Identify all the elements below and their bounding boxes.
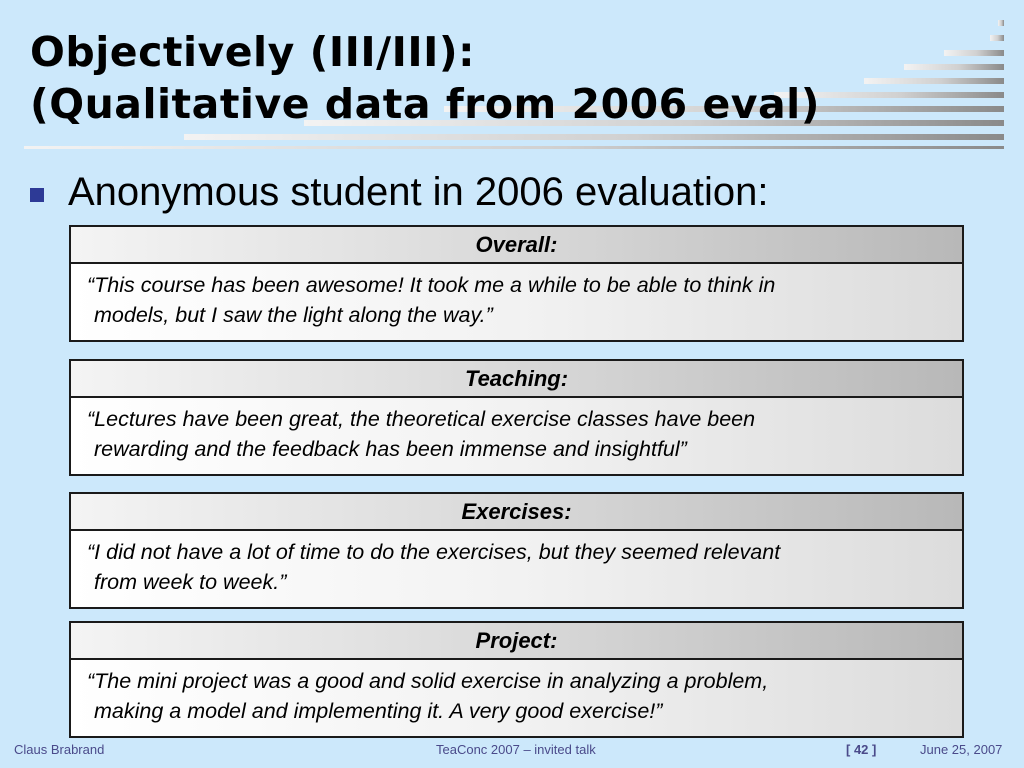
quote-line: “The mini project was a good and solid exercise in analyzing a problem,	[87, 669, 769, 693]
title-line-2: (Qualitative data from 2006 eval)	[30, 80, 820, 128]
square-bullet-icon	[30, 188, 44, 202]
card-header: Project:	[71, 623, 962, 660]
quote-card-exercises	[69, 492, 964, 609]
stripe	[24, 146, 1004, 149]
bullet-item	[30, 170, 769, 215]
quote-card-project	[69, 621, 964, 738]
footer-author: Claus Brabrand	[14, 742, 105, 757]
stripe	[998, 20, 1004, 26]
stripe	[864, 78, 1004, 84]
quote-line: “This course has been awesome! It took me a while to be able to think in	[87, 273, 776, 297]
quote-line: making a model and implementing it. A very good exercise!”	[94, 699, 663, 723]
quote-line: from week to week.”	[94, 570, 287, 594]
card-quote	[71, 531, 962, 607]
quote-line: rewarding and the feedback has been immense and insightful”	[94, 437, 687, 461]
card-header: Teaching:	[71, 361, 962, 398]
quote-card-teaching	[69, 359, 964, 476]
page-number: [ 42 ]	[846, 742, 877, 757]
title-line-1: Objectively (III/III):	[30, 28, 475, 76]
quote-line: “I did not have a lot of time to do the exercises, but they seemed relevant	[87, 540, 781, 564]
quote-card-overall	[69, 225, 964, 342]
quote-line: “Lectures have been great, the theoretical exercise classes have been	[87, 407, 756, 431]
card-quote	[71, 660, 962, 736]
quote-line: models, but I saw the light along the way.”	[94, 303, 493, 327]
page-title	[30, 26, 820, 130]
card-header: Overall:	[71, 227, 962, 264]
stripe	[990, 35, 1004, 41]
card-quote	[71, 398, 962, 474]
card-quote	[71, 264, 962, 340]
footer-talk-title: TeaConc 2007 – invited talk	[436, 742, 596, 757]
footer-date: June 25, 2007	[920, 742, 1003, 757]
card-header: Exercises:	[71, 494, 962, 531]
stripe	[904, 64, 1004, 70]
stripe	[184, 134, 1004, 140]
stripe	[944, 50, 1004, 56]
bullet-text: Anonymous student in 2006 evaluation:	[68, 170, 769, 214]
